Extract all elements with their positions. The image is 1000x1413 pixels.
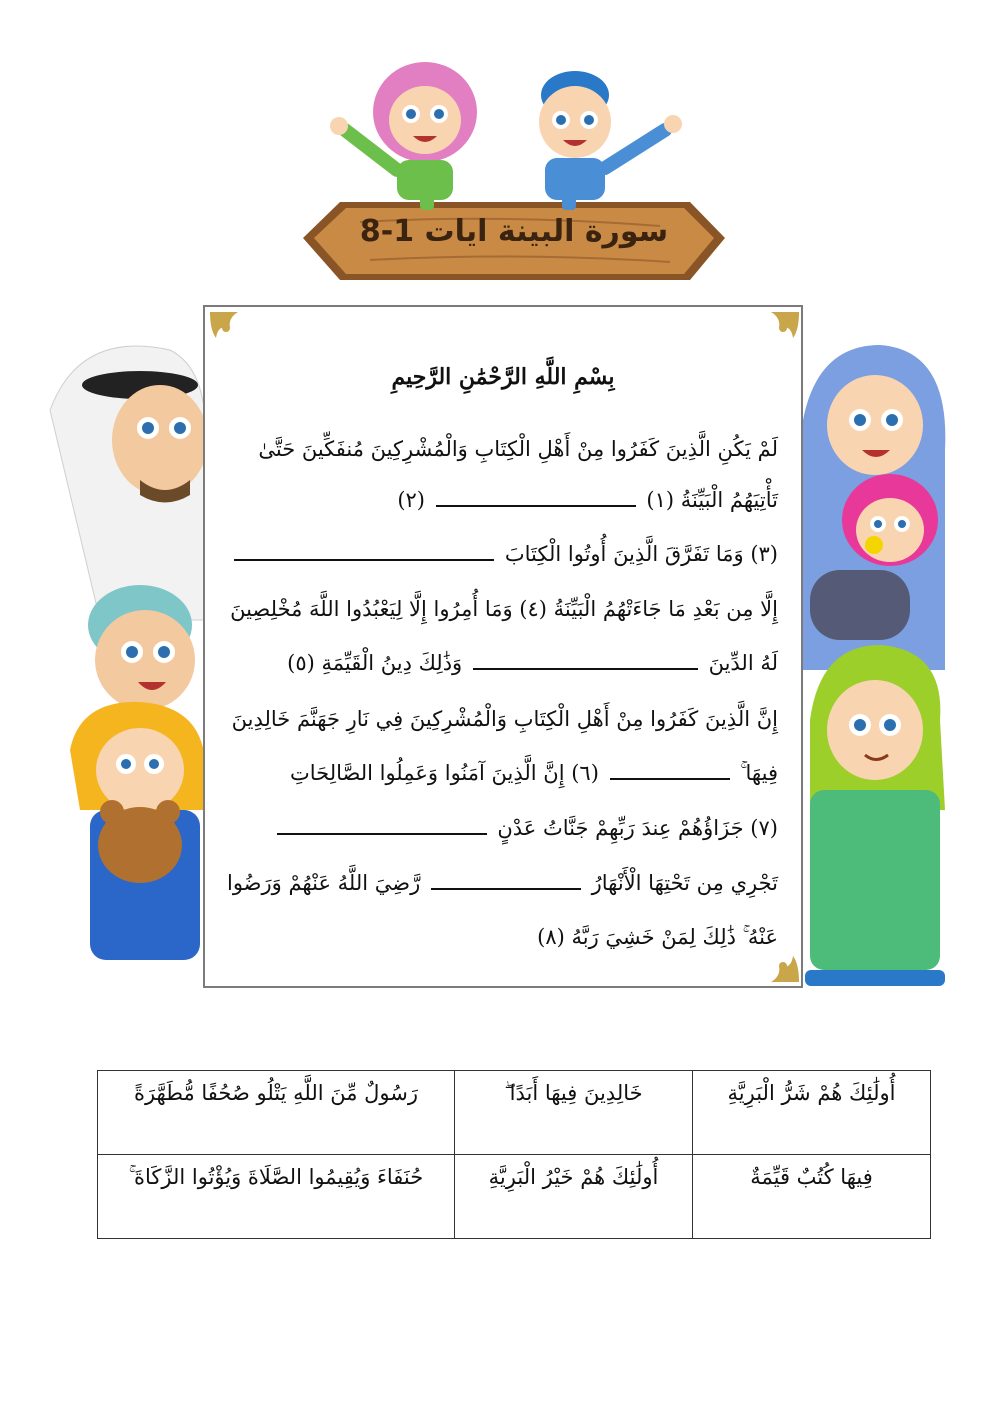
girl-pink-hijab-illustration [330,62,477,200]
verse-text: لَهُ الدِّينَ [708,651,778,675]
verse-text: رَّضِيَ اللَّهُ عَنْهُمْ وَرَضُوا [226,871,421,895]
verse-text: تَجْرِي مِن تَحْتِهَا الْأَنْهَارُ [591,871,778,895]
basmala: بِسْمِ اللَّهِ الرَّحْمَٰنِ الرَّحِيمِ [391,364,615,390]
blank-answer-7[interactable] [277,813,487,835]
verse-text: وَذَٰلِكَ دِينُ الْقَيِّمَةِ (٥) [287,651,463,675]
answer-choices-table [97,1070,931,1239]
blank-answer-3[interactable] [234,539,494,561]
boy-blue-cap-illustration [539,71,682,200]
page-title: سورة البينة ايات 1-8 [359,214,669,249]
verse-line [218,592,778,626]
answer-choice[interactable]: أُولَٰئِكَ هُمْ خَيْرُ الْبَرِيَّةِ [455,1155,693,1239]
blank-answer-8[interactable] [431,868,581,890]
verse-line [218,483,778,517]
blank-answer-2[interactable] [436,485,636,507]
verse-text: إِنَّ الَّذِينَ كَفَرُوا مِنْ أَهْلِ الْكِتَابِ وَالْمُشْرِكِينَ فِي نَارِ جَهَنَّمَ خَالِدِينَ [231,707,778,731]
blank-answer-5[interactable] [473,648,698,670]
answer-choice[interactable]: خَالِدِينَ فِيهَا أَبَدًا ۖ [455,1071,693,1155]
verse-line [218,537,778,571]
corner-ornament-icon [749,310,801,362]
table-row [98,1155,931,1239]
child-green-hijab-illustration [805,645,945,986]
verse-line [218,646,778,680]
answer-choice[interactable]: أُولَٰئِكَ هُمْ شَرُّ الْبَرِيَّةِ [693,1071,931,1155]
verse-text: (٣) وَمَا تَفَرَّقَ الَّذِينَ أُوتُوا الْكِتَابَ [504,542,778,566]
verse-text: (٦) إِنَّ الَّذِينَ آمَنُوا وَعَمِلُوا الصَّالِحَاتِ [289,761,599,785]
girl-yellow-hijab-illustration [70,702,205,960]
man-white-headdress-illustration [50,346,208,620]
verse-number: (٢) [397,488,425,512]
answer-choice[interactable]: رَسُولٌ مِّنَ اللَّهِ يَتْلُو صُحُفًا مُّطَهَّرَةً [98,1071,455,1155]
verse-text: عَنْهُ ۚ ذَٰلِكَ لِمَنْ خَشِيَ رَبَّهُ (٨) [537,925,778,949]
verse-line [218,756,778,790]
corner-ornament-icon [208,310,260,362]
verse-line [218,811,778,845]
verse-line [218,432,778,466]
verse-text: تَأْتِيَهُمُ الْبَيِّنَةُ (١) [646,488,778,512]
answer-choice[interactable]: حُنَفَاءَ وَيُقِيمُوا الصَّلَاةَ وَيُؤْتُوا الزَّكَاةَ ۚ [98,1155,455,1239]
verse-line [218,866,778,900]
verse-text: (٧) جَزَاؤُهُمْ عِندَ رَبِّهِمْ جَنَّاتُ عَدْنٍ [497,816,778,840]
verse-text: لَمْ يَكُنِ الَّذِينَ كَفَرُوا مِنْ أَهْلِ الْكِتَابِ وَالْمُشْرِكِينَ مُنفَكِّينَ حَتَّىٰ [258,437,778,461]
answer-choice[interactable]: فِيهَا كُتُبٌ قَيِّمَةٌ [693,1155,931,1239]
verse-text: فِيهَا ۚ [740,761,778,785]
table-row [98,1071,931,1155]
verse-text: إِلَّا مِن بَعْدِ مَا جَاءَتْهُمُ الْبَيِّنَةُ (٤) وَمَا أُمِرُوا إِلَّا لِيَعْبُدُوا اللَّهَ مُخْلِصِينَ [230,597,778,621]
verse-line [218,920,778,954]
verse-line [218,702,778,736]
boy-teal-cap-illustration [88,585,195,710]
blank-answer-6[interactable] [610,758,730,780]
